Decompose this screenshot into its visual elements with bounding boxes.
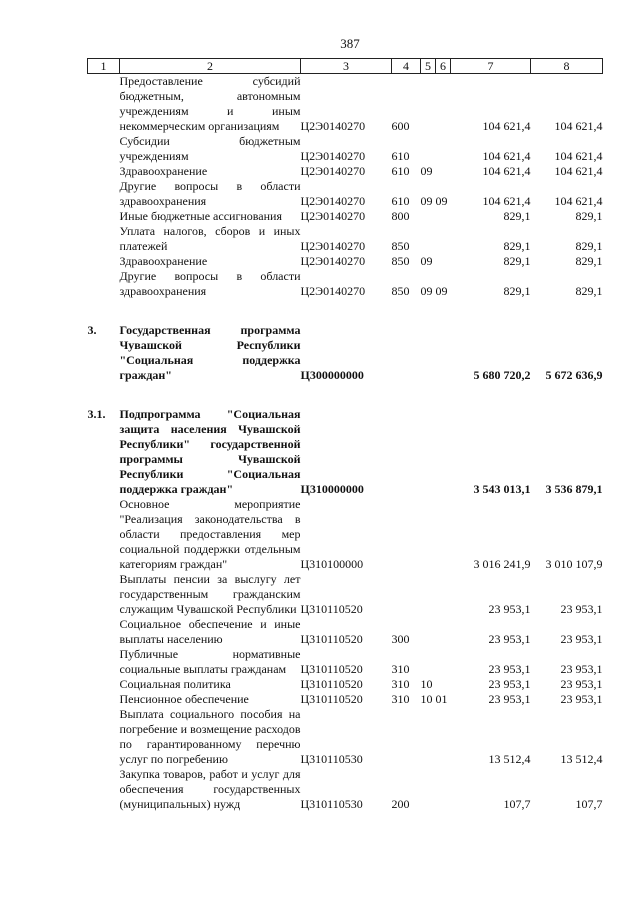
row-amount1: 3 016 241,9 — [473, 557, 531, 571]
row-code: Ц2Э0140270 — [300, 149, 366, 163]
row-number — [88, 224, 120, 254]
header-cell: 1 — [88, 59, 120, 74]
row-vr: 600 — [391, 119, 410, 133]
row-vr: 850 — [391, 239, 410, 253]
row-vr: 310 — [391, 692, 410, 706]
row-amount2: 23 953,1 — [560, 632, 603, 646]
row-code: Ц310110520 — [300, 677, 363, 691]
row-number — [88, 707, 120, 767]
row-amount1: 104 621,4 — [482, 119, 531, 133]
row-number — [88, 254, 120, 269]
row-pr: 01 — [435, 692, 448, 706]
table-row — [88, 269, 603, 299]
row-name: Другие вопросы в области здравоохранения — [119, 269, 301, 298]
row-amount1: 23 953,1 — [488, 632, 531, 646]
row-vr — [392, 323, 421, 383]
table-row — [88, 677, 603, 692]
row-number — [88, 497, 120, 572]
table-row — [88, 572, 603, 617]
row-amount2: 3 536 879,1 — [545, 482, 603, 496]
row-vr: 850 — [391, 254, 410, 268]
row-amount1: 829,1 — [503, 209, 531, 223]
row-amount2: 107,7 — [575, 797, 603, 811]
row-name: Социальное обеспечение и иные выплаты населению — [119, 617, 301, 646]
table-row — [88, 407, 603, 497]
table-row — [88, 497, 603, 572]
table-row — [88, 74, 603, 135]
row-number — [88, 74, 120, 135]
row-amount1: 23 953,1 — [488, 692, 531, 706]
row-amount1: 104 621,4 — [482, 164, 531, 178]
header-cell: 7 — [451, 59, 531, 74]
row-name: Пенсионное обеспечение — [119, 692, 249, 706]
row-number — [88, 692, 120, 707]
row-number — [88, 677, 120, 692]
row-amount2: 829,1 — [575, 254, 603, 268]
main-table — [87, 58, 603, 812]
row-amount2: 104 621,4 — [554, 164, 603, 178]
row-amount2: 23 953,1 — [560, 692, 603, 706]
row-amount2: 23 953,1 — [560, 602, 603, 616]
row-code: Ц2Э0140270 — [300, 239, 366, 253]
row-pr — [436, 407, 451, 497]
row-pr: 09 — [435, 194, 448, 208]
row-rz — [421, 767, 436, 812]
header-cell: 8 — [531, 59, 603, 74]
row-pr — [436, 224, 451, 254]
row-vr: 610 — [391, 194, 410, 208]
row-amount2: 829,1 — [575, 209, 603, 223]
row-amount2: 3 010 107,9 — [545, 557, 603, 571]
row-name: Социальная политика — [119, 677, 231, 691]
row-rz — [421, 572, 436, 617]
row-number — [88, 209, 120, 224]
row-name: Выплаты пенсии за выслугу лет государственным гражданским служащим Чувашской Республики — [119, 572, 301, 616]
header-cell: 3 — [301, 59, 392, 74]
row-rz — [421, 617, 436, 647]
table-row — [88, 692, 603, 707]
row-amount2: 104 621,4 — [554, 194, 603, 208]
row-vr — [392, 707, 421, 767]
row-name: Уплата налогов, сборов и иных платежей — [119, 224, 301, 253]
row-amount1: 23 953,1 — [488, 602, 531, 616]
row-name: Выплата социального пособия на погребение и возмещение расходов по гарантированному перечню услуг по погребению — [119, 707, 301, 766]
row-amount1: 829,1 — [503, 239, 531, 253]
row-rz: 10 — [420, 692, 433, 706]
row-vr — [392, 497, 421, 572]
header-row — [88, 59, 603, 74]
row-amount1: 829,1 — [503, 284, 531, 298]
row-code: Ц2Э0140270 — [300, 284, 366, 298]
row-pr — [436, 707, 451, 767]
row-name: Предоставление субсидий бюджетным, автономным учреждениям и иным некоммерческим организациям — [119, 74, 301, 133]
table-row — [88, 134, 603, 164]
row-name: Публичные нормативные социальные выплаты гражданам — [119, 647, 301, 676]
row-number — [88, 179, 120, 209]
table-row — [88, 179, 603, 209]
row-pr: 09 — [435, 284, 448, 298]
table-row — [88, 617, 603, 647]
row-name: Закупка товаров, работ и услуг для обеспечения государственных (муниципальных) нужд — [119, 767, 301, 811]
row-amount1: 13 512,4 — [488, 752, 531, 766]
row-rz: 09 — [420, 164, 433, 178]
row-name: Подпрограмма "Социальная защита населения Чувашской Республики" государственной программы Чувашской Республики "Социальная поддержка граждан" — [119, 407, 301, 496]
row-name: Здравоохранение — [119, 164, 208, 178]
page-number: 387 — [340, 36, 360, 51]
row-number: 3.1. — [87, 407, 106, 421]
row-code: Ц2Э0140270 — [300, 164, 366, 178]
row-code: Ц300000000 — [300, 368, 364, 382]
row-pr — [436, 209, 451, 224]
row-code: Ц310100000 — [300, 557, 364, 571]
row-pr — [436, 323, 451, 383]
row-vr — [392, 572, 421, 617]
table-row — [88, 254, 603, 269]
row-pr — [436, 572, 451, 617]
row-code: Ц310000000 — [300, 482, 364, 496]
row-rz — [421, 323, 436, 383]
row-amount2: 13 512,4 — [560, 752, 603, 766]
row-pr — [436, 497, 451, 572]
row-amount1: 23 953,1 — [488, 662, 531, 676]
row-code: Ц310110530 — [300, 797, 363, 811]
row-number — [88, 269, 120, 299]
spacer-row — [88, 299, 603, 323]
header-cell: 2 — [120, 59, 301, 74]
row-code: Ц2Э0140270 — [300, 254, 366, 268]
row-pr — [436, 647, 451, 677]
row-name: Иные бюджетные ассигнования — [119, 209, 282, 223]
row-rz — [421, 497, 436, 572]
table-row — [88, 224, 603, 254]
row-vr: 610 — [391, 164, 410, 178]
row-pr — [436, 134, 451, 164]
row-amount1: 5 680 720,2 — [473, 368, 531, 382]
row-amount1: 104 621,4 — [482, 149, 531, 163]
table-row — [88, 707, 603, 767]
table-row — [88, 209, 603, 224]
row-code: Ц2Э0140270 — [300, 209, 366, 223]
row-rz: 09 — [420, 194, 433, 208]
row-rz: 09 — [420, 284, 433, 298]
row-number — [88, 617, 120, 647]
row-code: Ц2Э0140270 — [300, 194, 366, 208]
row-rz — [421, 647, 436, 677]
row-code: Ц310110520 — [300, 662, 363, 676]
row-pr — [436, 767, 451, 812]
row-name: Субсидии бюджетным учреждениям — [119, 134, 301, 163]
row-name: Основное мероприятие "Реализация законодательства в области предоставления мер социальной поддержки отдельным категориям граждан" — [119, 497, 301, 571]
row-amount2: 23 953,1 — [560, 662, 603, 676]
table-row — [88, 767, 603, 812]
row-number — [88, 767, 120, 812]
row-name: Государственная программа Чувашской Республики "Социальная поддержка граждан" — [119, 323, 301, 382]
row-amount2: 23 953,1 — [560, 677, 603, 691]
row-amount2: 5 672 636,9 — [545, 368, 603, 382]
row-amount2: 104 621,4 — [554, 149, 603, 163]
table-row — [88, 323, 603, 383]
row-vr: 310 — [391, 662, 410, 676]
header-cell: 5 — [421, 59, 436, 74]
row-amount2: 829,1 — [575, 239, 603, 253]
row-rz: 09 — [420, 254, 433, 268]
row-vr — [392, 407, 421, 497]
row-code: Ц310110520 — [300, 602, 363, 616]
row-pr — [436, 677, 451, 692]
row-vr: 800 — [391, 209, 410, 223]
row-vr: 850 — [391, 284, 410, 298]
row-amount1: 829,1 — [503, 254, 531, 268]
row-number — [88, 134, 120, 164]
row-pr — [436, 254, 451, 269]
row-pr — [436, 74, 451, 135]
row-amount1: 3 543 013,1 — [473, 482, 531, 496]
row-amount2: 104 621,4 — [554, 119, 603, 133]
table-row — [88, 164, 603, 179]
row-rz — [421, 134, 436, 164]
row-number — [88, 164, 120, 179]
row-code: Ц310110520 — [300, 692, 363, 706]
row-rz — [421, 224, 436, 254]
row-code: Ц310110530 — [300, 752, 363, 766]
row-pr — [436, 164, 451, 179]
row-amount2: 829,1 — [575, 284, 603, 298]
row-vr: 300 — [391, 632, 410, 646]
spacer-cell — [88, 383, 603, 407]
row-amount1: 23 953,1 — [488, 677, 531, 691]
row-rz — [421, 209, 436, 224]
row-name: Здравоохранение — [119, 254, 208, 268]
row-amount1: 107,7 — [503, 797, 531, 811]
row-rz — [421, 707, 436, 767]
row-name: Другие вопросы в области здравоохранения — [119, 179, 301, 208]
header-cell: 4 — [392, 59, 421, 74]
row-number: 3. — [87, 323, 97, 337]
row-code: Ц2Э0140270 — [300, 119, 366, 133]
row-vr: 310 — [391, 677, 410, 691]
row-code: Ц310110520 — [300, 632, 363, 646]
table-row — [88, 647, 603, 677]
row-pr — [436, 617, 451, 647]
header-cell: 6 — [436, 59, 451, 74]
row-rz — [421, 74, 436, 135]
row-amount1: 104 621,4 — [482, 194, 531, 208]
spacer-row — [88, 383, 603, 407]
row-number — [88, 572, 120, 617]
row-vr: 200 — [391, 797, 410, 811]
row-rz: 10 — [420, 677, 433, 691]
row-number — [88, 647, 120, 677]
row-vr: 610 — [391, 149, 410, 163]
spacer-cell — [88, 299, 603, 323]
row-rz — [421, 407, 436, 497]
